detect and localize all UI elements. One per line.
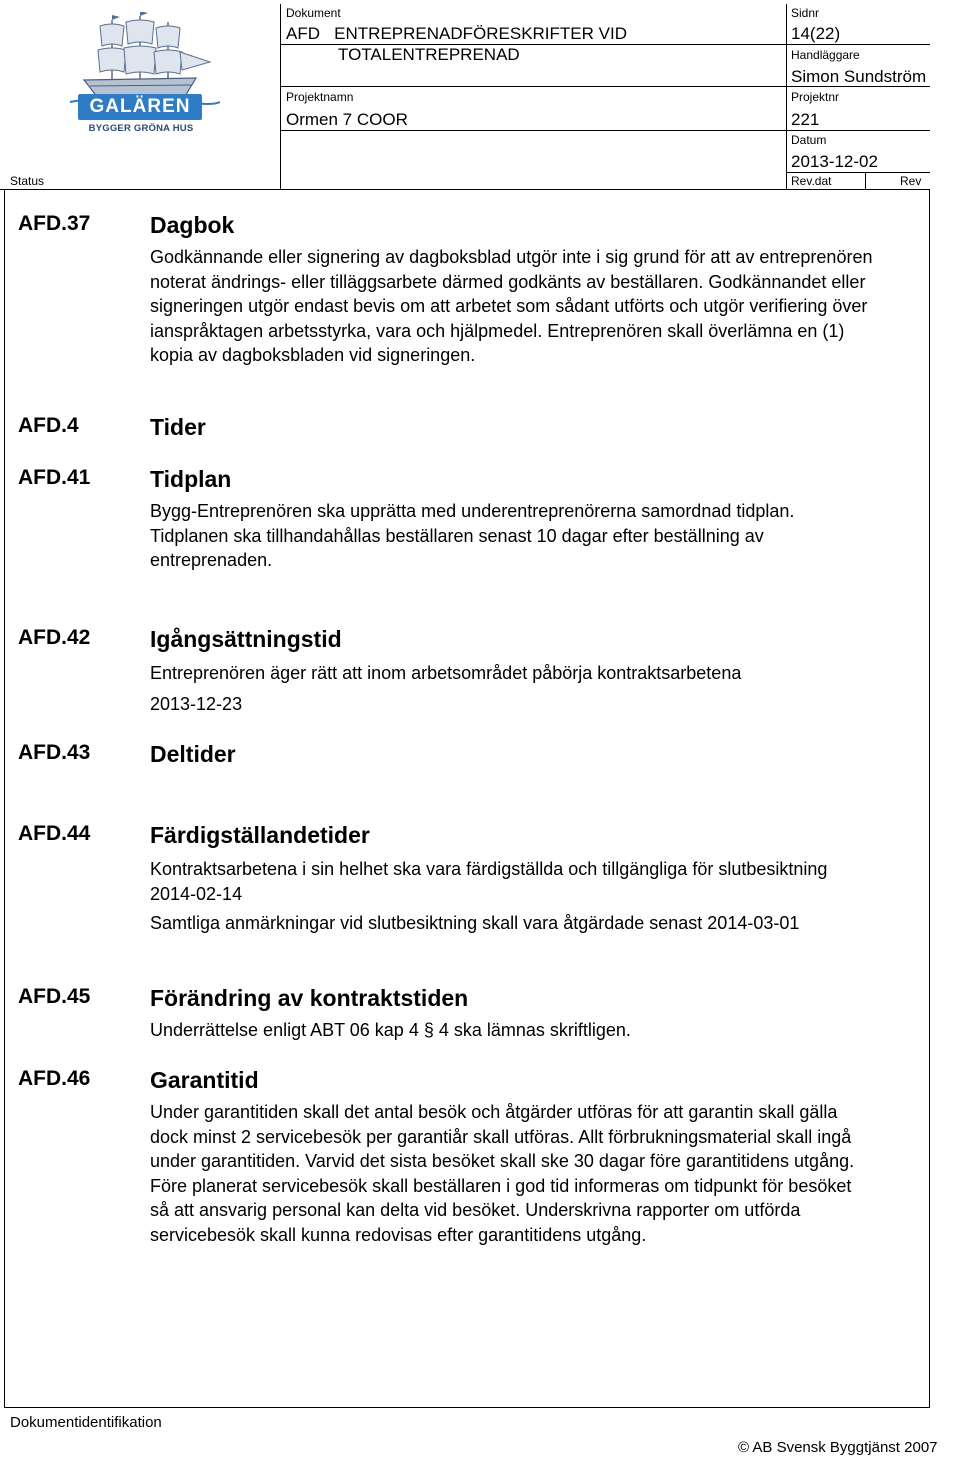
section-paragraph: Under garantitiden skall det antal besök och åtgärder utföras för att garantin skall gälla dock minst 2 servicebesök per garantiår skall utföras. Allt förbrukningsmaterial skall ingå under garantitiden. Varvid det sista besöket skall ske 30 dagar före garantitidens utgång. Före planerat servicebesök skall beställaren i god tid informeras om tidpunkt för besöket så att ansvarig personal kan delta vid besöket. Underskrivna rapporter om utförda servicebesök skall kunna redovisas efter garantitidens utgång. [150, 1102, 855, 1245]
projektnr-label: Projektnr [791, 90, 840, 104]
logo-wordmark [78, 94, 202, 120]
datum-label: Datum [791, 133, 827, 147]
header-rule-4 [280, 130, 930, 131]
header-divider-left [280, 4, 281, 190]
section-heading: Igångsättningstid [150, 626, 342, 652]
section-code: AFD.45 [18, 985, 91, 1008]
galaren-logo [60, 12, 220, 132]
section-code: AFD.42 [18, 626, 91, 649]
logo-tagline: BYGGER GRÖNA HUS [88, 123, 194, 134]
document-header [0, 0, 960, 190]
section-code: AFD.44 [18, 822, 91, 845]
header-divider-mid [786, 4, 787, 190]
handlaggare-value: Simon Sundström [791, 67, 927, 86]
section-paragraph: Kontraktsarbetena i sin helhet ska vara färdigställda och tillgängliga för slutbesiktning 2014-02-14 [150, 859, 828, 904]
datum-value: 2013-12-02 [791, 152, 878, 171]
copyright-notice: © AB Svensk Byggtjänst 2007 [738, 1439, 938, 1456]
header-rule-3 [280, 86, 786, 87]
section-heading: Dagbok [150, 212, 235, 238]
dokument-line1: AFD ENTREPRENADFÖRESKRIFTER VID [286, 24, 627, 43]
section-code: AFD.37 [18, 212, 91, 235]
rev-label: Rev [900, 174, 922, 188]
section-code: AFD.41 [18, 466, 91, 489]
section-heading: Tider [150, 414, 206, 440]
section-code: AFD.46 [18, 1067, 91, 1090]
section-heading: Tidplan [150, 466, 232, 492]
projektnamn-label: Projektnamn [286, 90, 354, 104]
section-paragraph: Samtliga anmärkningar vid slutbesiktning skall vara åtgärdade senast 2014-03-01 [150, 913, 800, 933]
section-heading: Förändring av kontraktstiden [150, 985, 469, 1011]
section-heading: Färdigställandetider [150, 822, 370, 848]
section-paragraph: 2013-12-23 [150, 694, 243, 714]
sidnr-value: 14(22) [791, 24, 841, 43]
section-paragraph: Godkännande eller signering av dagboksblad utgör inte i sig grund för att av entreprenören noterat ändrings- eller tilläggsarbete därmed godkänts av beställaren. Godkännandet eller signeringen utgör endast bevis om att arbetet som sådant utförts och utgör verifiering över ianspråktagen arbetsstyrka, vara och hjälpmedel. Entreprenören skall överlämna en (1) kopia av dagboksbladen vid signeringen. [150, 247, 873, 365]
dokument-line2: TOTALENTREPRENAD [338, 45, 520, 64]
section-paragraph: Entreprenören äger rätt att inom arbetsområdet påbörja kontraktsarbetena [150, 663, 742, 683]
sidnr-label: Sidnr [791, 6, 820, 20]
header-divider-rev [865, 172, 866, 190]
document-id-label: Dokumentidentifikation [10, 1414, 162, 1431]
status-label: Status [10, 174, 45, 188]
section-code: AFD.43 [18, 741, 91, 764]
ship-logo-icon [60, 12, 220, 107]
revdat-label: Rev.dat [791, 174, 832, 188]
section-heading: Deltider [150, 741, 236, 767]
section-paragraph: Underrättelse enligt ABT 06 kap 4 § 4 ska lämnas skriftligen. [150, 1020, 631, 1040]
section-code: AFD.4 [18, 414, 79, 437]
section-heading: Garantitid [150, 1067, 259, 1093]
logo-name: GALÄREN [89, 96, 191, 117]
handlaggare-label: Handläggare [791, 48, 860, 62]
header-rule-5 [786, 172, 930, 173]
section-paragraph: Bygg-Entreprenören ska upprätta med underentreprenörerna samordnad tidplan. Tidplanen ska tillhandahållas beställaren senast 10 dagar efter beställning av entreprenaden. [150, 501, 795, 570]
dokument-label: Dokument [286, 6, 341, 20]
projektnamn-value: Ormen 7 COOR [286, 110, 408, 129]
projektnr-value: 221 [791, 110, 820, 129]
header-rule-1b [786, 44, 930, 45]
